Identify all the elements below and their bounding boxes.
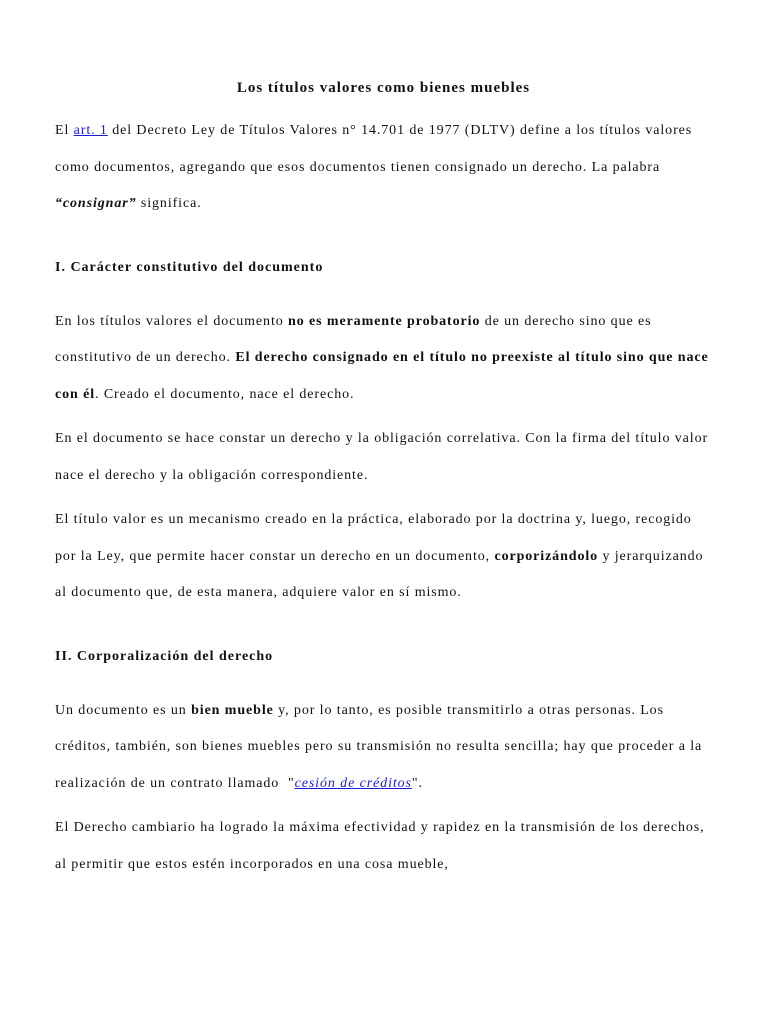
s2p1-bold-1: bien mueble xyxy=(191,702,274,718)
consignar-term: “consignar” xyxy=(55,196,137,211)
s2p1-text-2: y, por lo tanto, es posible transmitirlo a otras personas. Los créditos, también, son bienes muebles pero su transmisión no resulta sencilla; hay que proceder a la realización de un contrato llamado " xyxy=(55,702,703,791)
section-1-paragraph-1 xyxy=(55,304,712,414)
section-1-paragraph-3 xyxy=(55,502,712,612)
cesion-de-creditos-link[interactable]: cesión de créditos xyxy=(294,775,412,791)
s1p1-text-2: de un derecho sino que es constitutivo de un derecho. xyxy=(55,313,652,365)
s1p1-text-3: . Creado el documento, nace el derecho. xyxy=(95,386,355,402)
document-title: Los títulos valores como bienes muebles xyxy=(236,80,531,96)
s1p3-text-2: y jerarquizando al documento que, de esta manera, adquiere valor en sí mismo. xyxy=(55,548,704,600)
s1p1-bold-1: no es meramente probatorio xyxy=(288,313,481,329)
intro-paragraph xyxy=(55,113,712,223)
s1p1-text-1: En los títulos valores el documento xyxy=(55,313,289,329)
s1p3-text-1: El título valor es un mecanismo creado en la práctica, elaborado por la doctrina y, luego, recogido por la Ley, que permite hacer constar un derecho en un documento, xyxy=(55,512,692,564)
intro-text-3: significa. xyxy=(136,196,202,211)
s2p1-text-1: Un documento es un xyxy=(55,702,192,718)
s1p1-bold-2: El derecho consignado en el título no preexiste al título sino que nace con él xyxy=(55,350,709,402)
intro-text-1: El xyxy=(55,123,74,138)
section-1-paragraph-2: En el documento se hace constar un derecho y la obligación correlativa. Con la firma del título valor nace el derecho y la obligación correspondiente. xyxy=(55,431,709,483)
s1p3-bold-1: corporizándolo xyxy=(494,548,599,564)
section-1-heading: I. Carácter constitutivo del documento xyxy=(55,259,324,275)
section-2-paragraph-2: El Derecho cambiario ha logrado la máxima efectividad y rapidez en la transmisión de los derechos, al permitir que estos estén incorporados en una cosa mueble, xyxy=(55,820,705,872)
s2p1-text-3: ". xyxy=(411,775,423,791)
section-2-paragraph-1 xyxy=(55,693,712,803)
art-1-link[interactable]: art. 1 xyxy=(73,123,108,138)
intro-text-2: del Decreto Ley de Títulos Valores n° 14.701 de 1977 (DLTV) define a los títulos valores como documentos, agregando que esos documentos tienen consignado un derecho. La palabra xyxy=(55,123,693,175)
section-2-heading: II. Corporalización del derecho xyxy=(55,648,274,664)
